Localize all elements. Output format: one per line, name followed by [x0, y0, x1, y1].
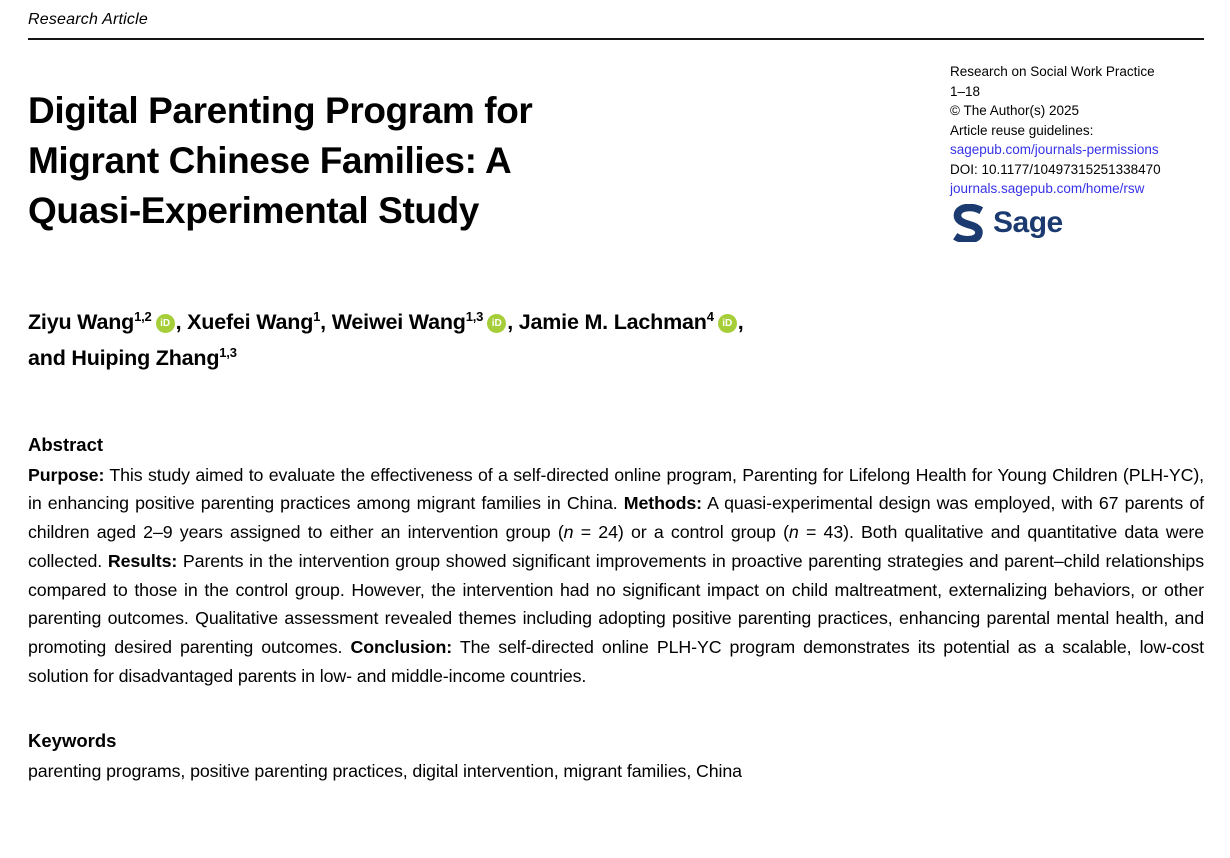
orcid-icon[interactable]: iD	[156, 314, 175, 333]
title-and-journal-row	[28, 62, 1204, 242]
keywords-heading: Keywords	[28, 729, 117, 751]
keywords-text: parenting programs, positive parenting practices, digital intervention, migrant families, China	[28, 760, 742, 781]
copyright-line: © The Author(s) 2025	[950, 103, 1080, 118]
sage-logo	[950, 204, 1204, 242]
author-affiliation-sup: 1,2	[134, 308, 152, 324]
author-affiliation-sup: 1	[313, 308, 321, 324]
results-text: Parents in the intervention group showed significant improvements in proactive parenting strategies and parent–child relationships compared to those in the control group. However, the intervention had no significant impact on child maltreatment, externalizing behaviors, or other parenting outcomes. Qualitative assessment revealed themes including adopting positive parenting practices, enhancing parental mental health, and promoting desired parenting outcomes.	[28, 550, 1204, 658]
author-separator: ,	[320, 309, 332, 334]
n-symbol: n	[563, 522, 574, 543]
conclusion-text: The self-directed online PLH-YC program demonstrates its potential as a scalable, low-cost solution for disadvantaged parents in low- and middle-income countries.	[28, 637, 1205, 687]
article-type-label: Research Article	[28, 11, 148, 28]
permissions-link[interactable]: sagepub.com/journals-permissions	[950, 142, 1159, 157]
author-name: and Huiping Zhang$^{1,3}$	[28, 344, 237, 370]
header-divider	[28, 38, 1204, 40]
author-separator: ,	[507, 309, 519, 334]
sage-wordmark: Sage	[993, 205, 1063, 239]
page-range: 1–18	[950, 83, 981, 99]
conclusion-label: Conclusion:	[350, 637, 453, 658]
results-label: Results:	[107, 550, 178, 571]
doi-line: DOI: 10.1177/10497315251338470	[950, 161, 1161, 177]
paper-title-line-2: Migrant Chinese Families: A	[28, 140, 512, 181]
author-affiliation-sup: 1,3	[219, 344, 237, 360]
purpose-text: This study aimed to evaluate the effectiveness of a self-directed online program, Parenting for Lifelong Health for Young Children (PLH-YC), in enhancing positive parenting practices among migrant families in China.	[28, 464, 1204, 514]
author-affiliation-sup: 4	[706, 308, 714, 324]
methods-text: = 43). Both qualitative and quantitative data were collected.	[28, 522, 1205, 571]
author-name: Weiwei Wang$^{1,3}$	[331, 308, 484, 334]
author-list	[28, 304, 1204, 376]
paper-title	[28, 86, 728, 242]
methods-label: Methods:	[623, 493, 702, 514]
orcid-icon[interactable]: iD	[718, 314, 737, 333]
author-affiliation-sup: 1,3	[465, 308, 484, 324]
author-separator: ,	[737, 309, 744, 334]
purpose-label: Purpose:	[28, 464, 105, 485]
author-name: Jamie M. Lachman$^4$	[518, 308, 714, 334]
abstract-section	[28, 432, 1204, 691]
sage-s-icon	[950, 204, 986, 242]
methods-text: A quasi-experimental design was employed, with 67 parents of children aged 2–9 years assigned to either an intervention group (	[28, 493, 1204, 543]
abstract-heading: Abstract	[28, 433, 104, 455]
keywords-section	[28, 728, 1204, 784]
journal-home-link[interactable]: journals.sagepub.com/home/rsw	[950, 181, 1145, 196]
author-name: Xuefei Wang$^1$	[187, 308, 321, 334]
paper-title-line-3: Quasi-Experimental Study	[28, 190, 479, 231]
author-name: Ziyu Wang$^{1,2}$	[28, 308, 152, 334]
abstract-text	[28, 461, 1204, 691]
journal-info-block	[950, 62, 1204, 242]
author-separator: ,	[175, 309, 188, 334]
paper-title-line-1: Digital Parenting Program for	[28, 90, 533, 131]
n-symbol: n	[788, 522, 799, 543]
orcid-icon[interactable]: iD	[487, 314, 506, 333]
reuse-guidelines-label: Article reuse guidelines:	[950, 122, 1094, 138]
methods-text: = 24) or a control group (	[573, 522, 789, 543]
journal-name: Research on Social Work Practice	[950, 64, 1155, 79]
